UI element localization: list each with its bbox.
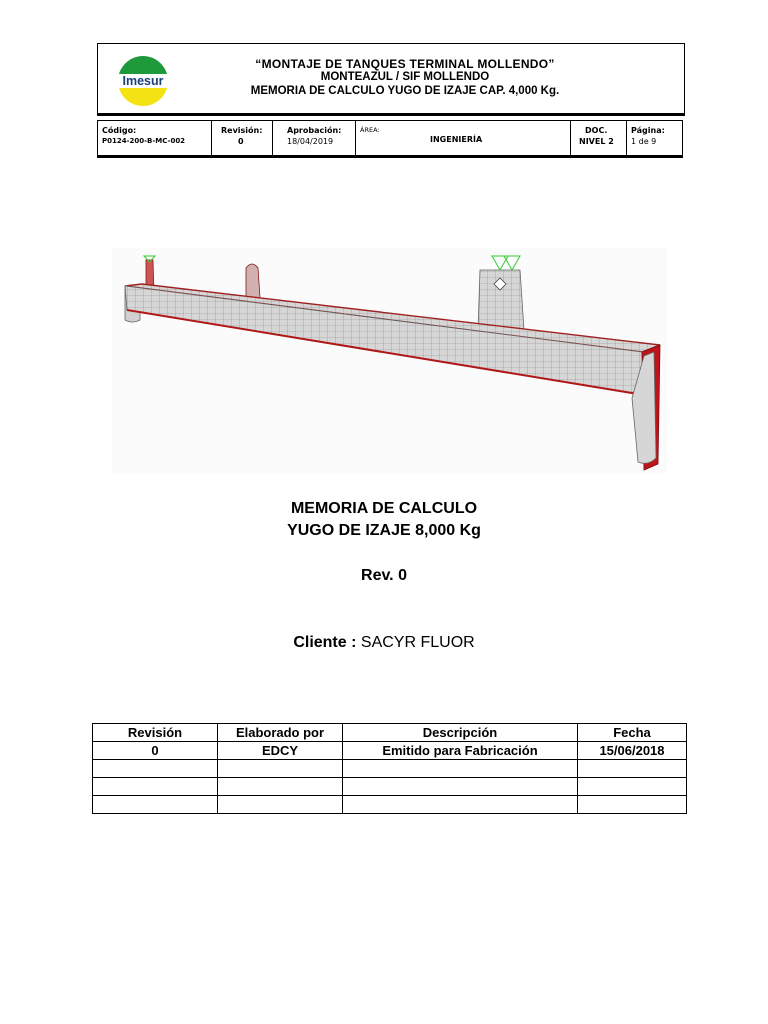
divider	[272, 120, 273, 156]
table-cell: EDCY	[218, 742, 343, 760]
table-cell: 0	[93, 742, 218, 760]
table-header-row	[93, 724, 687, 742]
table-cell: Emitido para Fabricación	[343, 742, 578, 760]
revision-value: 0	[238, 137, 244, 146]
table-cell	[578, 796, 687, 814]
main-subtitle: YUGO DE IZAJE 8,000 Kg	[287, 522, 481, 539]
revision-label: Revisión:	[221, 126, 263, 135]
divider	[626, 120, 627, 156]
column-header: Fecha	[578, 724, 687, 742]
project-title: “MONTAJE DE TANQUES TERMINAL MOLLENDO”	[255, 57, 555, 71]
pagina-value: 1 de 9	[631, 137, 657, 146]
table-cell	[93, 778, 218, 796]
column-header: Descripción	[343, 724, 578, 742]
table-cell	[343, 778, 578, 796]
lifting-beam-render	[112, 248, 667, 473]
column-header: Elaborado por	[218, 724, 343, 742]
table-cell	[578, 778, 687, 796]
revision-heading: Rev. 0	[361, 567, 407, 584]
doc-value: NIVEL 2	[579, 137, 614, 146]
table-cell	[218, 778, 343, 796]
revision-table	[92, 723, 687, 814]
table-row	[93, 742, 687, 760]
pagina-label: Página:	[631, 126, 665, 135]
table-row	[93, 760, 687, 778]
table-cell	[578, 760, 687, 778]
table-cell	[218, 796, 343, 814]
table-row	[93, 778, 687, 796]
divider	[570, 120, 571, 156]
column-header: Revisión	[93, 724, 218, 742]
area-value: INGENIERÍA	[430, 135, 483, 144]
client-subtitle: MONTEAZUL / SIF MOLLENDO	[320, 71, 490, 83]
doc-label: DOC.	[585, 126, 608, 135]
client-label: Cliente :	[293, 634, 357, 651]
client-line	[0, 634, 768, 652]
aprobacion-value: 18/04/2019	[287, 137, 334, 146]
table-row	[93, 796, 687, 814]
codigo-label: Código:	[102, 126, 137, 135]
table-cell	[343, 796, 578, 814]
table-cell: 15/06/2018	[578, 742, 687, 760]
logo-text: Imesur	[122, 74, 164, 88]
divider	[355, 120, 356, 156]
table-cell	[218, 760, 343, 778]
area-label: ÁREA:	[360, 126, 380, 134]
divider	[211, 120, 212, 156]
table-cell	[343, 760, 578, 778]
main-title: MEMORIA DE CALCULO	[290, 500, 478, 517]
table-cell	[93, 760, 218, 778]
document-subtitle: MEMORIA DE CALCULO YUGO DE IZAJE CAP. 4,000 Kg.	[250, 85, 560, 97]
table-cell	[93, 796, 218, 814]
aprobacion-label: Aprobación:	[287, 126, 342, 135]
client-value: SACYR FLUOR	[360, 634, 475, 651]
imesur-logo	[117, 55, 169, 107]
codigo-value: P0124-200-B-MC-002	[102, 137, 186, 145]
